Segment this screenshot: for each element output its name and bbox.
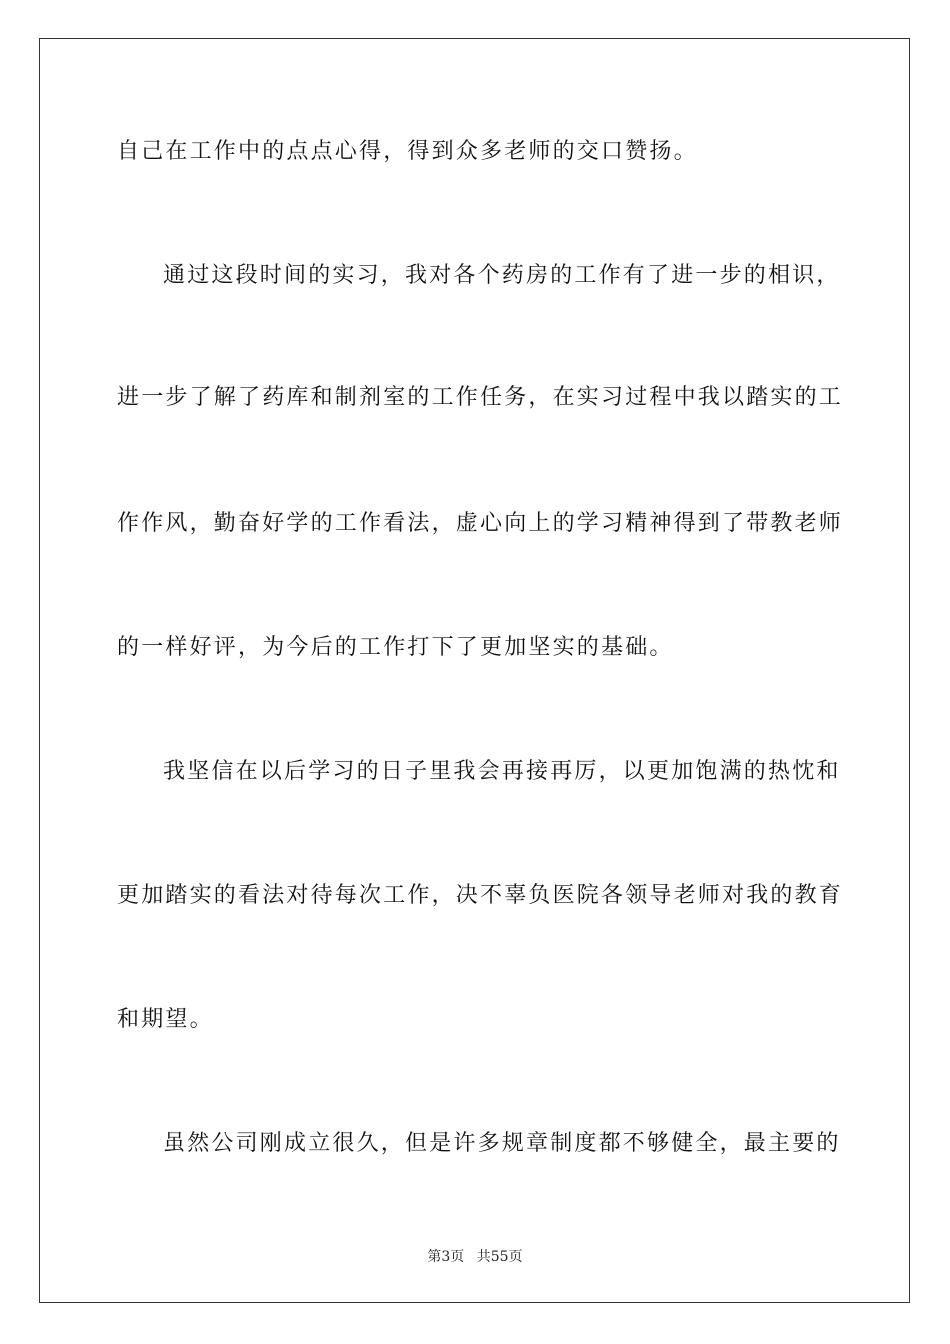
page-footer	[0, 1248, 950, 1266]
text-line: 更加踏实的看法对待每次工作，决不辜负医院各领导老师对我的教育	[117, 883, 844, 908]
text-line: 和期望。	[117, 1007, 214, 1032]
text-line: 虽然公司刚成立很久，但是许多规章制度都不够健全，最主要的	[163, 1131, 841, 1156]
page-total: 共55页	[476, 1249, 523, 1265]
text-line: 通过这段时间的实习，我对各个药房的工作有了进一步的相识，	[163, 263, 841, 288]
text-line: 进一步了解了药库和制剂室的工作任务，在实习过程中我以踏实的工	[117, 385, 844, 410]
page-border	[39, 38, 910, 1303]
text-line: 作作风，勤奋好学的工作看法，虚心向上的学习精神得到了带教老师	[117, 511, 844, 536]
text-line: 我坚信在以后学习的日子里我会再接再厉，以更加饱满的热忱和	[163, 759, 841, 784]
page-number: 第3页	[427, 1249, 465, 1265]
text-line: 自己在工作中的点点心得，得到众多老师的交口赞扬。	[117, 139, 698, 164]
text-line: 的一样好评，为今后的工作打下了更加坚实的基础。	[117, 635, 674, 660]
